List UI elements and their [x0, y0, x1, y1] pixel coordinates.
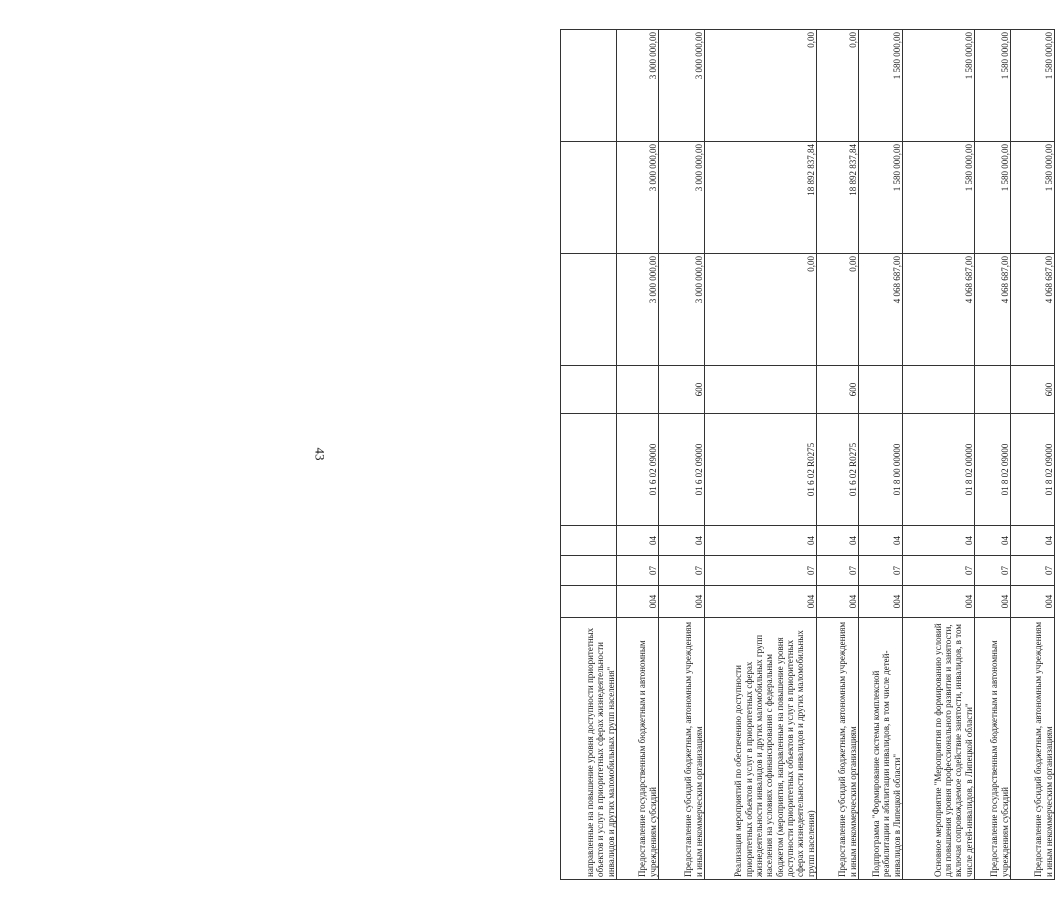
amount-year-1-cell — [561, 254, 617, 366]
subsection-code-cell — [561, 526, 617, 556]
amount-year-1-cell: 0,00 — [817, 254, 859, 366]
amount-year-3-cell — [561, 30, 617, 142]
subsection-code-cell: 04 — [617, 526, 659, 556]
row-name-cell: направленные на повышение уровня доступности приоритетных объектов и услуг в приоритетных сферах жизнедеятельности инвалидов и других маломобильных групп населения" — [561, 618, 617, 880]
amount-year-1-cell: 4 068 687,00 — [975, 254, 1011, 366]
target-article-cell: 01 8 02 09000 — [1011, 414, 1055, 526]
row-name-cell: Реализация мероприятий по обеспечению доступности приоритетных объектов и услуг в приоритетных сферах жизнедеятельности инвалидов и других маломобильных групп населения на условиях софинансирования с федеральным бюджетом (мероприятия, направленные на повышение уровня доступности приоритетных объектов и услуг в приоритетных сферах жизнедеятельности инвалидов и других маломобильных групп населения) — [705, 618, 817, 880]
expense-type-cell: 600 — [817, 366, 859, 414]
amount-year-2-cell: 18 892 837,84 — [817, 142, 859, 254]
subsection-code-cell: 04 — [817, 526, 859, 556]
amount-year-3-cell: 3 000 000,00 — [659, 30, 705, 142]
admin-code-cell: 004 — [817, 586, 859, 618]
admin-code-cell: 004 — [659, 586, 705, 618]
table-row — [705, 30, 817, 880]
expense-type-cell — [859, 366, 903, 414]
section-code-cell: 07 — [617, 556, 659, 586]
subsection-code-cell: 04 — [705, 526, 817, 556]
section-code-cell: 07 — [975, 556, 1011, 586]
amount-year-2-cell: 1 580 000,00 — [903, 142, 975, 254]
expense-type-cell — [705, 366, 817, 414]
target-article-cell: 01 6 02 R0275 — [817, 414, 859, 526]
amount-year-1-cell: 4 068 687,00 — [1011, 254, 1055, 366]
table-row — [561, 30, 617, 880]
expense-type-cell — [561, 366, 617, 414]
expense-type-cell — [617, 366, 659, 414]
table-row — [617, 30, 659, 880]
target-article-cell — [561, 414, 617, 526]
section-code-cell: 07 — [903, 556, 975, 586]
table-row — [903, 30, 975, 880]
amount-year-3-cell: 1 580 000,00 — [859, 30, 903, 142]
expense-type-cell: 600 — [1011, 366, 1055, 414]
subsection-code-cell: 04 — [859, 526, 903, 556]
amount-year-1-cell: 4 068 687,00 — [903, 254, 975, 366]
subsection-code-cell: 04 — [659, 526, 705, 556]
subsection-code-cell: 04 — [903, 526, 975, 556]
row-name-cell: Предоставление субсидий бюджетным, автономным учреждениям и иным некоммерческим организациям — [659, 618, 705, 880]
target-article-cell: 01 6 02 09000 — [659, 414, 705, 526]
amount-year-1-cell: 0,00 — [705, 254, 817, 366]
expense-type-cell — [903, 366, 975, 414]
row-name-cell: Предоставление государственным бюджетным и автономным учреждениям субсидий — [617, 618, 659, 880]
admin-code-cell: 004 — [859, 586, 903, 618]
amount-year-2-cell: 3 000 000,00 — [617, 142, 659, 254]
target-article-cell: 01 6 02 R0275 — [705, 414, 817, 526]
section-code-cell: 07 — [1011, 556, 1055, 586]
amount-year-3-cell: 1 580 000,00 — [975, 30, 1011, 142]
target-article-cell: 01 8 02 09000 — [975, 414, 1011, 526]
table-row — [659, 30, 705, 880]
section-code-cell: 07 — [817, 556, 859, 586]
amount-year-2-cell: 3 000 000,00 — [659, 142, 705, 254]
amount-year-3-cell: 1 580 000,00 — [1011, 30, 1055, 142]
amount-year-2-cell: 1 580 000,00 — [1011, 142, 1055, 254]
amount-year-1-cell: 3 000 000,00 — [617, 254, 659, 366]
budget-table-sheet — [70, 30, 1054, 880]
amount-year-2-cell: 1 580 000,00 — [975, 142, 1011, 254]
row-name-cell: Основное мероприятие "Мероприятия по формированию условий для повышения уровня профессионального развития и занятости, включая сопровождаемое содействие занятости, инвалидов, в том числе детей-инвалидов, в Липецкой области" — [903, 618, 975, 880]
section-code-cell: 07 — [859, 556, 903, 586]
amount-year-2-cell: 1 580 000,00 — [859, 142, 903, 254]
amount-year-3-cell: 1 580 000,00 — [903, 30, 975, 142]
section-code-cell: 07 — [705, 556, 817, 586]
table-row — [817, 30, 859, 880]
amount-year-3-cell: 0,00 — [705, 30, 817, 142]
budget-table — [560, 29, 1055, 880]
subsection-code-cell: 04 — [975, 526, 1011, 556]
admin-code-cell — [561, 586, 617, 618]
expense-type-cell — [975, 366, 1011, 414]
section-code-cell: 07 — [659, 556, 705, 586]
admin-code-cell: 004 — [975, 586, 1011, 618]
row-name-cell: Предоставление субсидий бюджетным, автономным учреждениям и иным некоммерческим организациям — [1011, 618, 1055, 880]
row-name-cell: Подпрограмма "Формирование системы комплексной реабилитации и абилитации инвалидов, в том числе детей-инвалидов в Липецкой области" — [859, 618, 903, 880]
amount-year-3-cell: 3 000 000,00 — [617, 30, 659, 142]
target-article-cell: 01 8 02 00000 — [903, 414, 975, 526]
table-row — [859, 30, 903, 880]
row-name-cell: Предоставление государственным бюджетным и автономным учреждениям субсидий — [975, 618, 1011, 880]
admin-code-cell: 004 — [1011, 586, 1055, 618]
page-number: 43 — [312, 447, 328, 461]
admin-code-cell: 004 — [617, 586, 659, 618]
table-row — [975, 30, 1011, 880]
section-code-cell — [561, 556, 617, 586]
amount-year-2-cell: 18 892 837,84 — [705, 142, 817, 254]
row-name-cell: Предоставление субсидий бюджетным, автономным учреждениям и иным некоммерческим организациям — [817, 618, 859, 880]
amount-year-3-cell: 0,00 — [817, 30, 859, 142]
amount-year-2-cell — [561, 142, 617, 254]
amount-year-1-cell: 3 000 000,00 — [659, 254, 705, 366]
table-row — [1011, 30, 1055, 880]
target-article-cell: 01 8 00 00000 — [859, 414, 903, 526]
rotated-table-container — [560, 30, 1054, 880]
amount-year-1-cell: 4 068 687,00 — [859, 254, 903, 366]
target-article-cell: 01 6 02 09000 — [617, 414, 659, 526]
expense-type-cell: 600 — [659, 366, 705, 414]
admin-code-cell: 004 — [903, 586, 975, 618]
subsection-code-cell: 04 — [1011, 526, 1055, 556]
admin-code-cell: 004 — [705, 586, 817, 618]
